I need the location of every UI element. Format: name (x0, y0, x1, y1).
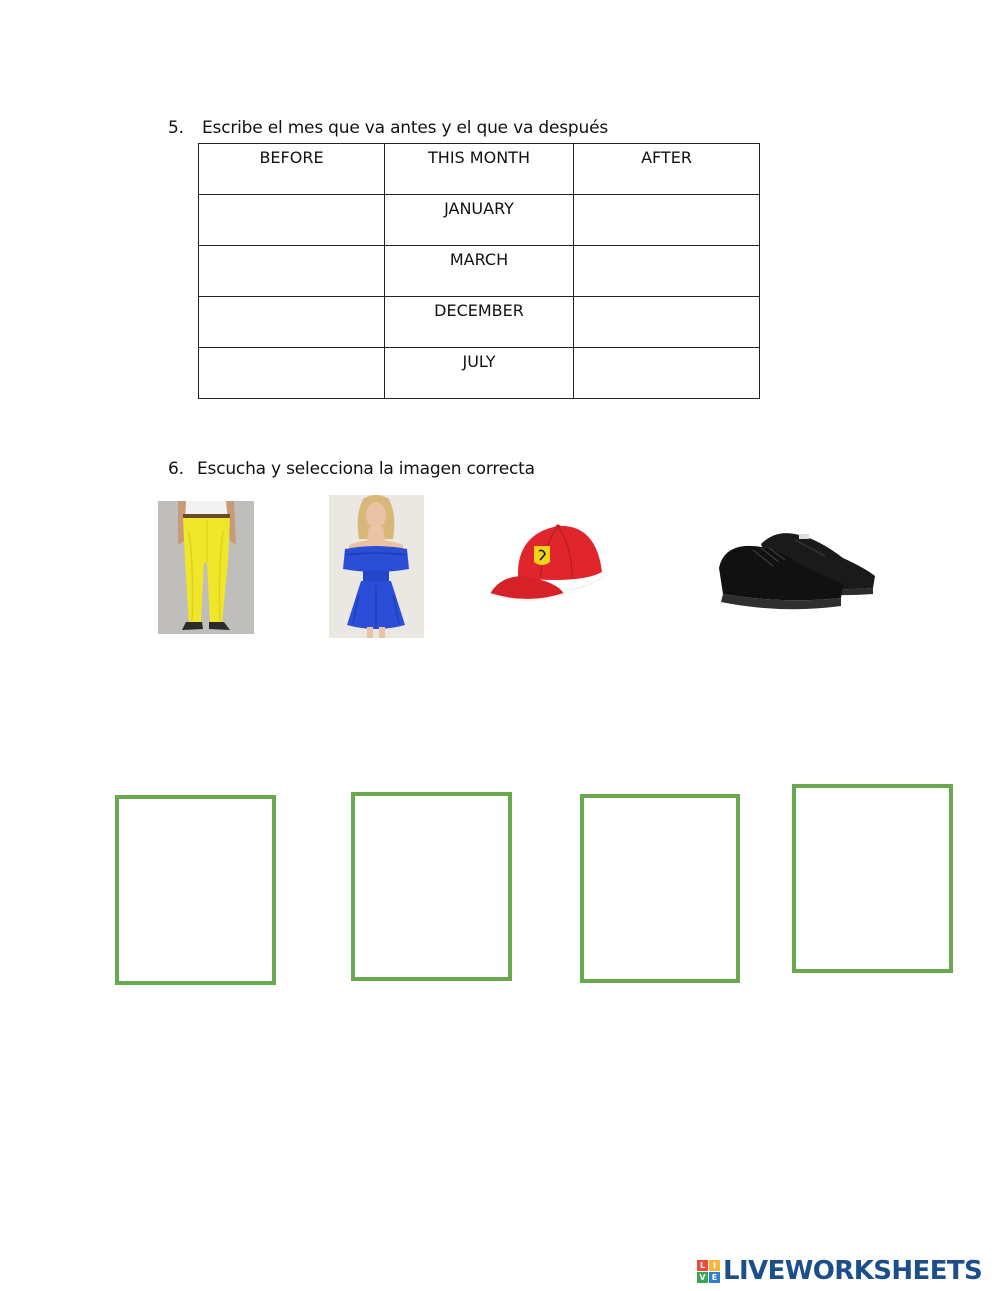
header-before: BEFORE (199, 144, 385, 195)
question-5-instruction: Escribe el mes que va antes y el que va después (202, 118, 609, 138)
answer-box-2[interactable] (351, 792, 512, 981)
header-this-month: THIS MONTH (385, 144, 574, 195)
liveworksheets-logo[interactable] (697, 1255, 982, 1287)
month-cell: MARCH (385, 246, 574, 297)
before-answer-cell[interactable] (199, 297, 385, 348)
question-5-number: 5. (168, 118, 184, 138)
table-row (199, 246, 760, 297)
answer-box-3[interactable] (580, 794, 740, 983)
answer-box-1[interactable] (115, 795, 276, 985)
table-row (199, 348, 760, 399)
question-6-instruction: Escucha y selecciona la imagen correcta (197, 459, 535, 479)
months-table (198, 143, 760, 399)
header-after: AFTER (574, 144, 760, 195)
yellow-pants-icon (158, 501, 254, 634)
month-cell: JANUARY (385, 195, 574, 246)
after-answer-cell[interactable] (574, 195, 760, 246)
red-cap-icon (488, 516, 611, 608)
question-6-number: 6. (168, 459, 184, 479)
table-header-row (199, 144, 760, 195)
month-cell: DECEMBER (385, 297, 574, 348)
before-answer-cell[interactable] (199, 348, 385, 399)
question-6-title (168, 459, 535, 479)
before-answer-cell[interactable] (199, 246, 385, 297)
after-answer-cell[interactable] (574, 246, 760, 297)
month-cell: JULY (385, 348, 574, 399)
blue-dress-icon (329, 495, 424, 638)
logo-mark-icon: L I V E (697, 1260, 720, 1283)
before-answer-cell[interactable] (199, 195, 385, 246)
answer-box-4[interactable] (792, 784, 953, 973)
question-5-title (168, 118, 608, 138)
black-sneakers-icon (713, 524, 880, 616)
logo-text: LIVEWORKSHEETS (723, 1256, 983, 1286)
after-answer-cell[interactable] (574, 297, 760, 348)
table-row (199, 297, 760, 348)
table-row (199, 195, 760, 246)
after-answer-cell[interactable] (574, 348, 760, 399)
